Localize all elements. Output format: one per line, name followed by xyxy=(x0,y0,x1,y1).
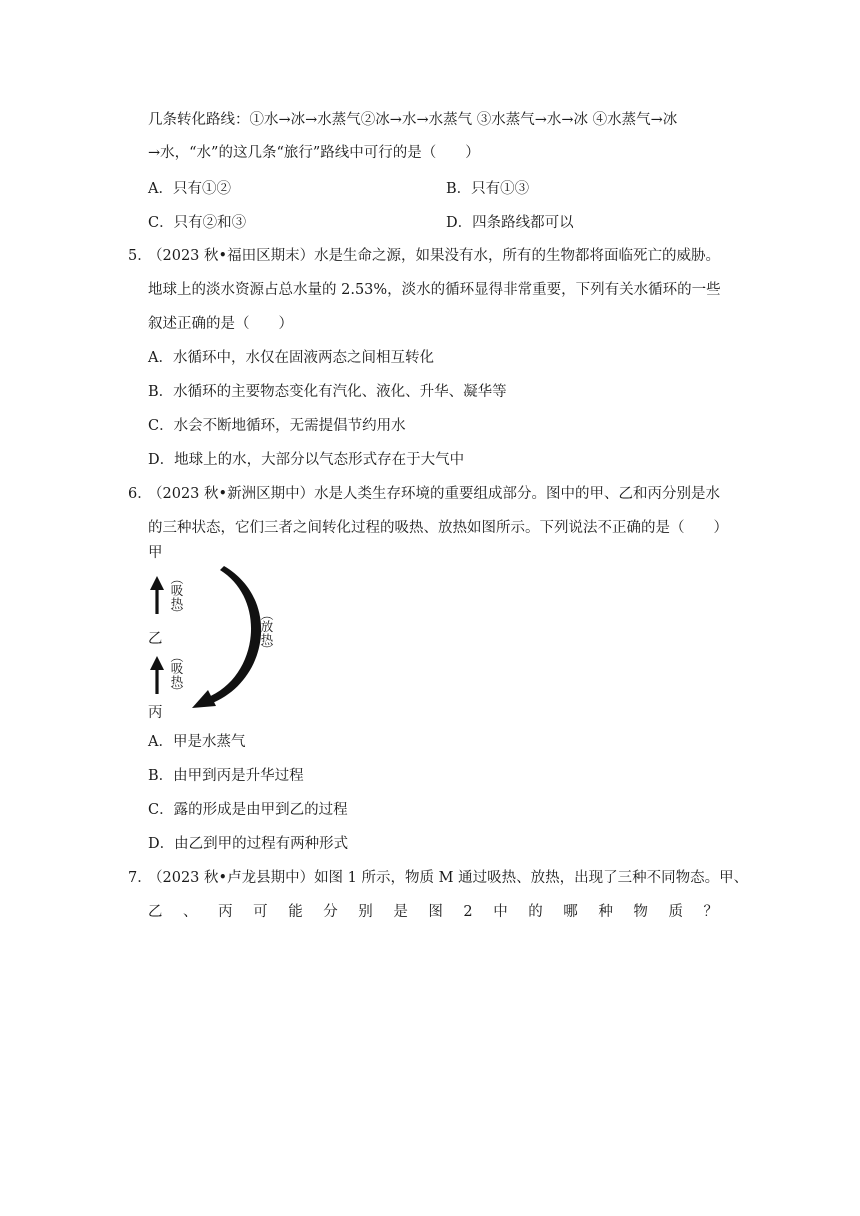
q4-text-line-2: →水，“水”的这几条“旅行”路线中可行的是（ ） xyxy=(148,145,480,161)
q6-text-line-1: （2023 秋•新洲区期中）水是人类生存环境的重要组成部分。图中的甲、乙和丙分别是水 xyxy=(148,486,721,502)
q7-line2-token: 乙 xyxy=(148,904,163,920)
up-arrow-lower xyxy=(150,656,164,694)
q7-line2-token: 质 xyxy=(668,904,683,920)
q7-line2-token: 是 xyxy=(393,904,408,920)
release-heat-text: 放热 xyxy=(260,619,274,647)
q7-line2-token: 哪 xyxy=(563,904,578,920)
q4-option-d: D．四条路线都可以 xyxy=(446,215,574,231)
q6-text-line-2: 的三种状态，它们三者之间转化过程的吸热、放热如图所示。下列说法不正确的是（ ） xyxy=(148,520,728,536)
paren-close: ︶ xyxy=(170,685,184,698)
up-arrow-upper xyxy=(150,576,164,614)
absorb-heat-text-2: 吸热 xyxy=(170,661,184,689)
q7-line2-token: 的 xyxy=(528,904,543,920)
q7-line2-token: 丙 xyxy=(218,904,233,920)
state-label-bing: 丙 xyxy=(148,705,163,721)
q7-line2-token: 图 xyxy=(428,904,443,920)
q6-option-b: B．由甲到丙是升华过程 xyxy=(148,768,304,784)
q7-line2-token: 物 xyxy=(633,904,648,920)
state-label-jia: 甲 xyxy=(148,545,163,561)
paren-open: ︵ xyxy=(170,651,184,664)
paren-close: ︶ xyxy=(170,607,184,620)
diagram-arrows xyxy=(140,540,300,725)
q5-option-a: A．水循环中，水仅在固液两态之间相互转化 xyxy=(148,350,434,366)
absorb-heat-text-1: 吸热 xyxy=(170,583,184,611)
q5-number: 5． xyxy=(128,248,152,264)
q5-option-b: B．水循环的主要物态变化有汽化、液化、升华、凝华等 xyxy=(148,384,507,400)
q5-option-c: C．水会不断地循环，无需提倡节约用水 xyxy=(148,418,406,434)
q7-line2-token: 2 xyxy=(463,904,473,920)
q7-line2-token: ？ xyxy=(703,904,718,920)
q4-option-b: B．只有①③ xyxy=(446,181,530,197)
paren-open: ︵ xyxy=(170,573,184,586)
q7-line2-token: 可 xyxy=(253,904,268,920)
q7-line2-token: 分 xyxy=(323,904,338,920)
q4-option-c: C．只有②和③ xyxy=(148,215,247,231)
q5-option-d: D．地球上的水，大部分以气态形式存在于大气中 xyxy=(148,452,465,468)
q7-line2-token: 中 xyxy=(493,904,508,920)
q7-number: 7． xyxy=(128,870,152,886)
q7-text-line-2 xyxy=(148,902,718,922)
q5-text-line-1: （2023 秋•福田区期末）水是生命之源，如果没有水，所有的生物都将面临死亡的威胁。 xyxy=(148,248,721,264)
label-release-heat xyxy=(260,609,274,656)
q7-line2-token: 种 xyxy=(598,904,613,920)
q4-text-line-1: 几条转化路线：①水→冰→水蒸气②冰→水→水蒸气 ③水蒸气→水→冰 ④水蒸气→冰 xyxy=(148,112,678,128)
q6-option-d: D．由乙到甲的过程有两种形式 xyxy=(148,836,349,852)
state-change-diagram xyxy=(140,540,300,725)
label-absorb-lower xyxy=(170,651,184,698)
q6-number: 6． xyxy=(128,486,152,502)
q5-text-line-2: 地球上的淡水资源占总水量的 2.53%，淡水的循环显得非常重要，下列有关水循环的一些 xyxy=(148,282,721,298)
q5-text-line-3: 叙述正确的是（ ） xyxy=(148,316,293,332)
q7-text-line-1: （2023 秋•卢龙县期中）如图 1 所示，物质 M 通过吸热、放热，出现了三种不同物态。甲、 xyxy=(148,870,749,886)
label-absorb-upper xyxy=(170,573,184,620)
curved-arrow-down xyxy=(192,566,261,708)
q6-option-c: C．露的形成是由甲到乙的过程 xyxy=(148,802,348,818)
q6-option-a: A．甲是水蒸气 xyxy=(148,734,246,750)
paren-close: ︶ xyxy=(260,643,274,656)
q7-line2-token: 、 xyxy=(183,904,198,920)
q7-line2-token: 能 xyxy=(288,904,303,920)
paren-open: ︵ xyxy=(260,609,274,622)
state-label-yi: 乙 xyxy=(148,631,163,647)
q7-line2-token: 别 xyxy=(358,904,373,920)
q4-option-a: A．只有①② xyxy=(148,181,231,197)
